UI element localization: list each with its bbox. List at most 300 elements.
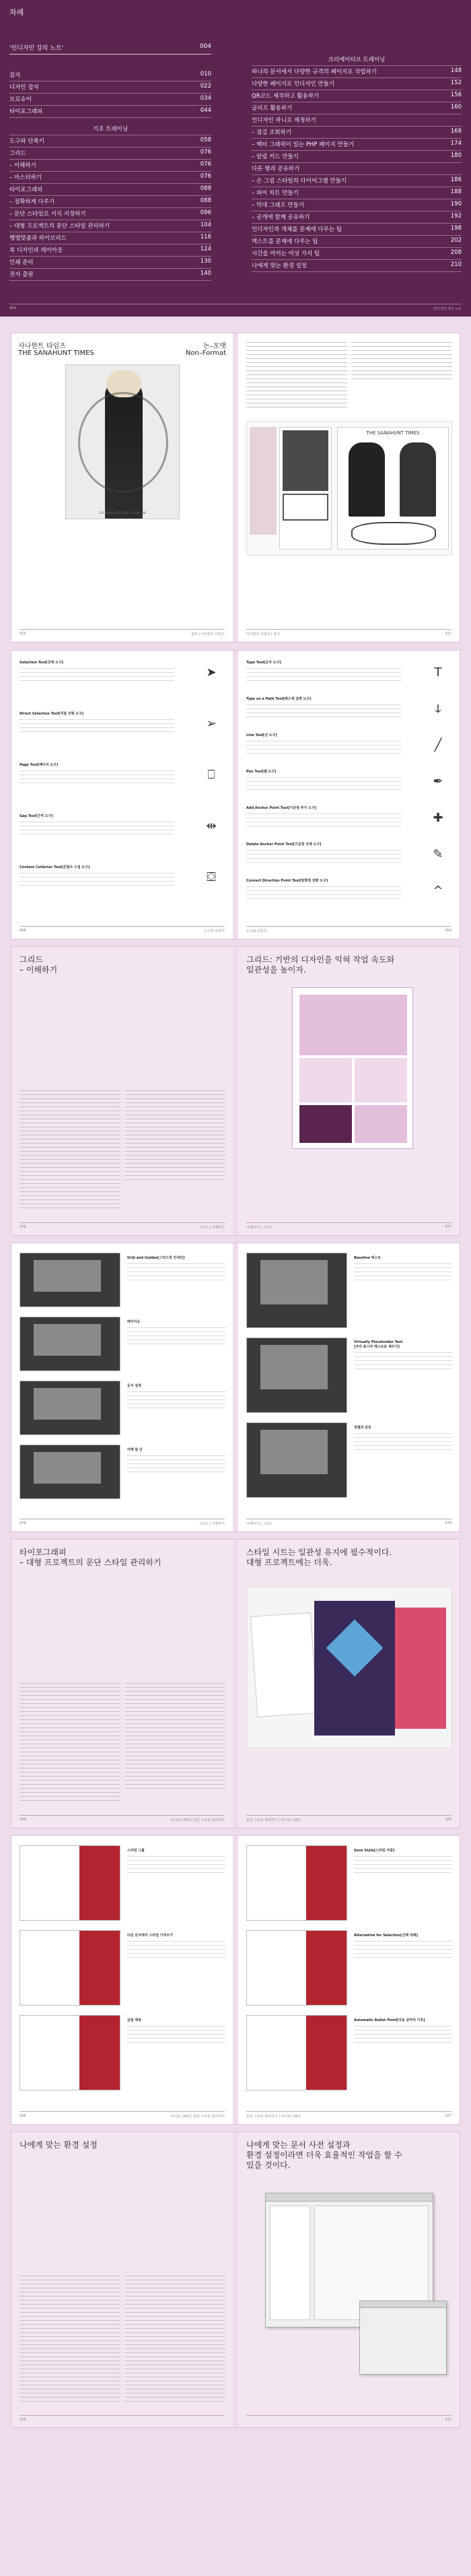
- preferences-dialog-image-2: [359, 2301, 447, 2375]
- screenshot-panel: [34, 1388, 101, 1420]
- footer-title: 인디자인 강의 노트: [433, 307, 462, 311]
- preview-left-strip: [250, 427, 277, 535]
- grid-cell: [355, 1058, 407, 1102]
- caption-text: [354, 1939, 452, 1959]
- toc-entry-page: 180: [450, 152, 462, 159]
- screenshot-panel: [34, 1324, 101, 1356]
- toc-entry-page: 188: [450, 189, 462, 195]
- screenshot-panel: [34, 1452, 101, 1484]
- spread-preview: [246, 421, 452, 556]
- footer-section: 이해하기 | 그리드: [246, 1522, 273, 1526]
- tool-entry-title: Direct Selection Tool[직접 선택 도구]: [20, 712, 84, 716]
- caption-text: [127, 1453, 225, 1474]
- toc-entry-page: 076: [200, 173, 211, 180]
- caption-title: Save Style[스타일 저장]: [354, 1849, 395, 1853]
- toc-entry[interactable]: [252, 187, 462, 199]
- screenshot: [246, 1253, 347, 1328]
- tool-entry-title: Type Tool[문자 도구]: [246, 661, 281, 665]
- page-footer: [246, 1519, 451, 1526]
- screenshot-highlight: [79, 1931, 120, 2005]
- toc-entry[interactable]: [252, 163, 462, 175]
- magazine-title-en: THE SANAHUNT TIMES: [18, 350, 94, 357]
- tool-entry-text: [246, 739, 401, 756]
- page-number: 076: [20, 1225, 26, 1229]
- pen-tool-icon: ✒: [433, 774, 443, 789]
- toc-entry[interactable]: [9, 106, 211, 118]
- type-on-path-icon: ↆ: [435, 702, 441, 716]
- cover-letterform: [78, 392, 168, 493]
- tool-entry-title: Pen Tool[펜 도구]: [246, 770, 277, 774]
- toc-entry-title: 도구와 단축키: [9, 138, 44, 145]
- toc-entry-page: 130: [200, 258, 211, 265]
- caption-text: [127, 1389, 225, 1410]
- toc-entry[interactable]: [9, 257, 211, 269]
- magazine-left-page: [11, 333, 233, 642]
- page-number: 059: [445, 929, 451, 933]
- toc-entry-title: 크리에이티브 트레이닝: [328, 57, 386, 63]
- selection-arrow-icon: ➤: [206, 665, 217, 680]
- toc-entry[interactable]: [9, 196, 211, 208]
- page-number: 210: [20, 2418, 26, 2422]
- preview-letters: [283, 494, 328, 521]
- toc-entry-page: 096: [200, 209, 211, 216]
- typography-right-page: [238, 1540, 460, 1828]
- toc-entry-page: 198: [450, 225, 462, 232]
- caption-text: [354, 1854, 452, 1874]
- page-number: 104: [20, 1818, 26, 1822]
- toc-entry[interactable]: [252, 224, 462, 236]
- toc-entry-title: 인디자인과 개체를 문제에 다루는 팁: [252, 226, 342, 233]
- screenshot-panel: [260, 1345, 328, 1389]
- toc-entry-page: 004: [199, 43, 211, 50]
- caption-title: 문서 설정: [127, 1384, 142, 1388]
- toc-entry-title: 글리프 활용하기: [252, 105, 293, 112]
- section-heading: 타이포그래피 – 대형 프로젝트의 문단 스타일 관리하기: [20, 1548, 161, 1567]
- page-number: 107: [445, 2114, 451, 2118]
- toc-entry-page: 044: [200, 107, 211, 114]
- screenshot-highlight: [306, 2016, 347, 2090]
- section-heading: 그리드: 기반의 디자인을 익혀 작업 속도와 일관성을 높이자.: [246, 955, 395, 975]
- toc-entry[interactable]: [9, 42, 211, 55]
- caption-title: Baseline 텍스트: [354, 1256, 382, 1260]
- screenshot: [20, 1445, 120, 1499]
- toc-entry[interactable]: [252, 151, 462, 163]
- tool-entry: [20, 814, 174, 837]
- screenshot: [20, 2015, 120, 2090]
- toc-entry-title: – 이해하기: [9, 162, 36, 169]
- tool-entry: [20, 711, 174, 735]
- caption-text: [354, 1261, 452, 1282]
- page-footer: [246, 926, 451, 933]
- tool-entry: [246, 842, 401, 865]
- toc-entry-page: 116: [200, 234, 211, 240]
- magazine-cover-image: [65, 364, 180, 519]
- toc-footer: [9, 304, 462, 311]
- dialog-sidebar: [270, 2206, 310, 2320]
- toc-entry-page: 034: [200, 95, 211, 102]
- body-text: [20, 1681, 120, 1802]
- grid-tools-spread: [11, 1243, 460, 1532]
- page-footer: [246, 1815, 451, 1822]
- footer-section: 도구와 단축키: [246, 929, 267, 933]
- toc-entry-page: 190: [450, 201, 462, 207]
- tool-entry: [246, 769, 401, 793]
- toc-entry-title: – 대형 프로젝트의 문단 스타일 관리하기: [9, 223, 110, 230]
- toc-entry-title: – 막대 그래프 만들기: [252, 202, 305, 209]
- screenshot: [20, 1930, 120, 2006]
- page-number: 011: [445, 632, 451, 636]
- toc-entry-title: 잡지: [9, 72, 21, 79]
- footer-section: 타이포그래피 | 문단 스타일 관리하기: [170, 1818, 225, 1822]
- preferences-left-page: [11, 2132, 233, 2427]
- grid-cell: [299, 1058, 352, 1102]
- brochure-image: [246, 1587, 452, 1748]
- screenshot-caption: [354, 1340, 452, 1370]
- screenshot-caption: [127, 1447, 225, 1474]
- screenshot-caption: [354, 1848, 452, 1874]
- screenshot-caption: [127, 2018, 225, 2044]
- page-number: 078: [20, 1521, 26, 1525]
- page-number: 058: [20, 929, 26, 933]
- dialog-titlebar: [266, 2193, 433, 2202]
- page-footer: [246, 2415, 451, 2422]
- section-heading: 나에게 맞는 문서 사전 설정과 환경 설정이라면 더욱 효율적인 작업을 할 수 있을 것이다.: [246, 2140, 402, 2170]
- toc-entry[interactable]: [252, 102, 462, 114]
- toc-entry-page: 168: [450, 128, 462, 135]
- tool-entry: [246, 805, 401, 829]
- screenshot: [246, 2015, 347, 2090]
- styles-right-page: [238, 1836, 460, 2124]
- tools-right-page: [238, 651, 460, 939]
- toc-entry-page: 208: [450, 249, 462, 256]
- page-footer: [20, 2415, 225, 2422]
- screenshot-highlight: [79, 1846, 120, 1920]
- tool-entry-title: Line Tool[선 도구]: [246, 733, 277, 737]
- grid-tools-left-page: [11, 1243, 233, 1531]
- convert-point-icon: ^: [433, 884, 443, 898]
- page-footer: [20, 2111, 225, 2119]
- toc-entry-title: – 문단 스타일로 서식 지정하기: [9, 211, 86, 218]
- screenshot: [20, 1845, 120, 1921]
- toc-entry[interactable]: [9, 69, 211, 81]
- caption-title: Grid and Guides[그리드와 안내선]: [127, 1256, 185, 1260]
- styles-left-page: [11, 1836, 233, 2124]
- section-heading: 스타일 시트는 일관성 유지에 필수적이다. 대형 프로젝트에는 더욱.: [246, 1548, 392, 1567]
- toc-entry-page: 010: [200, 71, 211, 77]
- caption-title: Virtually Placeholder Text [자리 표시자 텍스트로 채우기]: [354, 1340, 403, 1349]
- page-footer: [246, 1222, 451, 1230]
- section-heading: 그리드 – 이해하기: [20, 955, 58, 975]
- tool-entry-text: [246, 848, 401, 865]
- tool-entry-text: [246, 812, 401, 829]
- page-tool-icon: ⎕: [207, 768, 215, 782]
- screenshot-caption: [127, 1319, 225, 1346]
- tool-entry: [246, 696, 401, 720]
- page-number: 010: [20, 632, 26, 636]
- toc-entry[interactable]: [252, 199, 462, 211]
- designer-kr: 논–포맷: [203, 343, 226, 350]
- toc-entry[interactable]: [252, 127, 462, 139]
- caption-title: 스타일 그룹: [127, 1849, 145, 1853]
- toc-entry-title: 기초 트레이닝: [93, 126, 128, 133]
- caption-text: [354, 1350, 452, 1370]
- toc-entry-page: 174: [450, 140, 462, 147]
- tool-entry: [246, 660, 401, 684]
- toc-entry[interactable]: [252, 78, 462, 90]
- page-number: 211: [445, 2418, 451, 2422]
- tool-entry: [246, 878, 401, 902]
- caption-text: [127, 1939, 225, 1959]
- screenshot: [246, 1422, 347, 1498]
- preview-page-b: [337, 427, 449, 550]
- toc-entry[interactable]: [9, 135, 211, 147]
- gap-tool-icon: ⇹: [206, 819, 217, 833]
- screenshot-caption: [354, 1255, 452, 1282]
- screenshot-caption: [127, 1933, 225, 1959]
- tool-entry-text: [20, 768, 174, 786]
- toc-entry-title: 인쇄 준비: [9, 259, 34, 266]
- grid-left-page: [11, 947, 233, 1235]
- toc-left-column: [9, 42, 211, 281]
- cover-caption: THE SANAHUNT TIMES · ISSUE ONE: [98, 511, 147, 515]
- toc-entry-page: 148: [450, 67, 462, 74]
- preview-ornament: [351, 522, 436, 545]
- magazine-title-kr: 사나한트 타임즈: [18, 343, 66, 350]
- caption-text: [354, 2024, 452, 2044]
- toc-entry-title: 하나의 문서에서 다양한 규격의 페이지로 작업하기: [252, 69, 377, 75]
- page-number: 105: [445, 1818, 451, 1822]
- tool-entry: [20, 865, 174, 888]
- toc-entry-title: 그리드: [9, 150, 26, 157]
- magazine-right-page: [238, 333, 460, 642]
- toc-entry[interactable]: [9, 81, 211, 94]
- screenshot-caption: [127, 1848, 225, 1874]
- tool-entry-text: [20, 666, 174, 684]
- toc-entry[interactable]: [9, 220, 211, 232]
- caption-text: [127, 1854, 225, 1874]
- preview-masthead: THE SANAHUNT TIMES: [366, 430, 420, 436]
- toc-entry[interactable]: [252, 90, 462, 102]
- page-footer: [20, 926, 225, 933]
- screenshot-caption: [127, 1255, 225, 1282]
- tool-entry-title: Gap Tool[간격 도구]: [20, 814, 53, 818]
- toc-right-column: [252, 48, 462, 272]
- toc-entry[interactable]: [252, 211, 462, 224]
- screenshot-highlight: [306, 1846, 347, 1920]
- preferences-spread: [11, 2132, 460, 2428]
- toc-entry[interactable]: [9, 244, 211, 257]
- toc-entry-title: 나에게 맞는 환경 설정: [252, 263, 307, 269]
- toc-entry[interactable]: [9, 94, 211, 106]
- toc-entry-title: 전자 출판: [9, 271, 34, 278]
- add-anchor-icon: ✚: [433, 811, 443, 825]
- toc-entry-title: 타이포그래피: [9, 108, 43, 115]
- content-collector-icon: ⛋: [207, 870, 216, 884]
- toc-entry[interactable]: [252, 114, 462, 127]
- section-heading: 나에게 맞는 환경 설정: [20, 2140, 98, 2150]
- caption-title: 여백 및 단: [127, 1448, 143, 1452]
- page-number: 106: [20, 2114, 26, 2118]
- tool-entry-text: [20, 871, 174, 888]
- tools-left-page: [11, 651, 233, 939]
- tool-entry: [20, 762, 174, 786]
- toc-entry[interactable]: [252, 175, 462, 187]
- tool-entry-text: [20, 820, 174, 837]
- toc-entry-title: 텍스트를 문제에 다루는 팁: [252, 238, 318, 245]
- screenshot: [246, 1930, 347, 2006]
- screenshot: [20, 1381, 120, 1435]
- toc-entry[interactable]: [9, 269, 211, 281]
- magazine-spread: [11, 333, 460, 642]
- toc-entry[interactable]: [9, 208, 211, 220]
- toc-entry-title: – 알림 커드 만들기: [252, 154, 299, 160]
- toc-entry-page: 088: [200, 197, 211, 204]
- screenshot-highlight: [79, 2016, 120, 2090]
- tool-entry-text: [20, 717, 174, 735]
- tool-entry-title: Page Tool[페이지 도구]: [20, 763, 59, 767]
- footer-section: 잡지 | 사나한트 타임즈: [191, 632, 225, 636]
- screenshot-panel: [34, 1260, 101, 1292]
- screenshot: [20, 1317, 120, 1371]
- preferences-right-page: [238, 2132, 460, 2427]
- body-text: [20, 1088, 120, 1210]
- brochure-panel: [250, 1612, 318, 1717]
- toc-entry-title: 북 디자인과 레이아웃: [9, 247, 63, 254]
- toc-entry-title: QR코드 제작하고 활용하기: [252, 93, 320, 100]
- toc-entry[interactable]: [9, 160, 211, 172]
- tool-entry-title: Convert Direction Point Tool[방향점 전환 도구]: [246, 879, 328, 883]
- caption-text: [127, 1261, 225, 1282]
- toc-entry-title: 다양한 페이지로 인디자인 만들기: [252, 81, 335, 88]
- toc-entry-title: – 공개에 함께 공유하기: [252, 214, 310, 221]
- caption-title: 글꼴 매핑: [127, 2018, 142, 2022]
- toc-entry-page: 156: [450, 92, 462, 98]
- page-footer: [20, 1519, 225, 1526]
- type-tool-icon: T: [434, 665, 442, 680]
- toc-entry-title: 디자인 잡지: [9, 84, 39, 91]
- body-text: [20, 2274, 120, 2402]
- intro-text: [246, 340, 347, 407]
- grid-tools-right-page: [238, 1243, 460, 1531]
- toc-entry-page: 140: [200, 270, 211, 277]
- footer-section: 문단 스타일 관리하기 | 타이포그래피: [246, 1818, 301, 1822]
- caption-text: [127, 1325, 225, 1346]
- toc-entry-title: 브로슈어: [9, 96, 32, 103]
- page-footer: [20, 1815, 225, 1822]
- intro-text-2: [351, 340, 452, 381]
- tool-entry: [20, 660, 174, 684]
- page-footer: [246, 629, 451, 636]
- tools-spread: [11, 650, 460, 939]
- delete-anchor-icon: ✎: [433, 847, 443, 861]
- caption-title: 레이아웃: [127, 1320, 141, 1324]
- tool-entry-title: Selection Tool[선택 도구]: [20, 661, 63, 665]
- toc-entry-title: '인디자인 강의 노트': [9, 45, 64, 52]
- screenshot-caption: [354, 1933, 452, 1959]
- toc-section-label: [9, 123, 211, 135]
- toc-entry[interactable]: [9, 147, 211, 160]
- dialog-titlebar: [360, 2301, 446, 2308]
- toc-entry[interactable]: [252, 248, 462, 260]
- toc-entry[interactable]: [252, 260, 462, 272]
- preview-page-a: [279, 427, 332, 550]
- footer-section: 문단 스타일 관리하기 | 타이포그래피: [246, 2115, 301, 2119]
- caption-title: Alternative for Selection[선택 대체]: [354, 1934, 418, 1938]
- toc-entry-title: – 손 그림 스타일의 다이어그램 만들기: [252, 178, 347, 185]
- caption-text: [354, 1431, 452, 1451]
- tool-entry-text: [246, 884, 401, 902]
- toc-entry-page: 210: [450, 261, 462, 268]
- tool-entry-title: Type on a Path Tool[패스에 입력 도구]: [246, 697, 312, 701]
- toc-entry-page: 152: [450, 79, 462, 86]
- toc-entry-title: – 벡터 그래픽이 있는 PHP 페이지 만들기: [252, 141, 355, 148]
- toc-heading: 차례: [9, 8, 24, 17]
- page-footer: [246, 2111, 451, 2119]
- screenshot-highlight: [306, 1931, 347, 2005]
- typography-left-page: [11, 1540, 233, 1828]
- body-text-2: [124, 2274, 225, 2402]
- toc-entry-title: – 점검 조회하기: [252, 129, 291, 136]
- tool-entry-text: [246, 775, 401, 793]
- tool-entry: [246, 733, 401, 756]
- tool-entry-text: [246, 702, 401, 720]
- body-text-2: [124, 1088, 225, 1183]
- footer-section: 타이포그래피 | 문단 스타일 관리하기: [170, 2115, 225, 2119]
- toc-entry[interactable]: [252, 66, 462, 78]
- toc-entry[interactable]: [252, 236, 462, 248]
- designer-en: Non–Format: [185, 350, 226, 357]
- screenshot-panel: [260, 1430, 328, 1474]
- toc-entry-title: 행렬맞춤과 하이브리드: [9, 235, 67, 242]
- toc-entry[interactable]: [9, 172, 211, 184]
- toc-entry-page: 186: [450, 176, 462, 183]
- grid-right-page: [238, 947, 460, 1235]
- tool-entry-text: [246, 666, 401, 684]
- toc-entry-page: 076: [200, 149, 211, 156]
- page-footer: [20, 629, 225, 636]
- preview-figure-b: [400, 442, 436, 517]
- caption-title: 정렬과 분포: [354, 1426, 371, 1430]
- tool-entry-title: Delete Anchor Point Tool[기준점 삭제 도구]: [246, 843, 322, 847]
- toc-entry[interactable]: [9, 232, 211, 244]
- toc-spread: [0, 0, 471, 317]
- screenshot: [246, 1337, 347, 1413]
- direct-selection-icon: ➢: [206, 717, 217, 731]
- toc-entry-title: – 정확하게 다루기: [9, 199, 55, 205]
- toc-entry-page: 022: [200, 83, 211, 90]
- screenshot-caption: [354, 2018, 452, 2044]
- toc-entry[interactable]: [252, 139, 462, 151]
- caption-title: 다른 문서에서 스타일 가져오기: [127, 1934, 174, 1938]
- screenshot-caption: [127, 1383, 225, 1410]
- tool-entry-title: Add Anchor Point Tool[기준점 추가 도구]: [246, 806, 317, 810]
- toc-entry-page: 088: [200, 185, 211, 192]
- toc-entry-page: 160: [450, 104, 462, 110]
- page-number: 077: [445, 1225, 451, 1229]
- grid-spread: [11, 946, 460, 1236]
- footer-section: 그리드 | 이해하기: [198, 1522, 225, 1526]
- footer-section: 도구와 단축키: [204, 929, 225, 933]
- toc-entry-title: – 파이 차트 만들기: [252, 190, 299, 197]
- toc-entry-title: – 마스터하기: [9, 174, 42, 181]
- toc-entry-page: 058: [200, 137, 211, 143]
- toc-entry[interactable]: [9, 184, 211, 196]
- grid-cell: [299, 995, 407, 1055]
- toc-entry-page: 202: [450, 237, 462, 244]
- tool-entry-title: Content Collector Tool[콘텐츠 수집 도구]: [20, 865, 90, 869]
- screenshot-caption: [354, 1425, 452, 1451]
- brochure-panel: [395, 1608, 446, 1729]
